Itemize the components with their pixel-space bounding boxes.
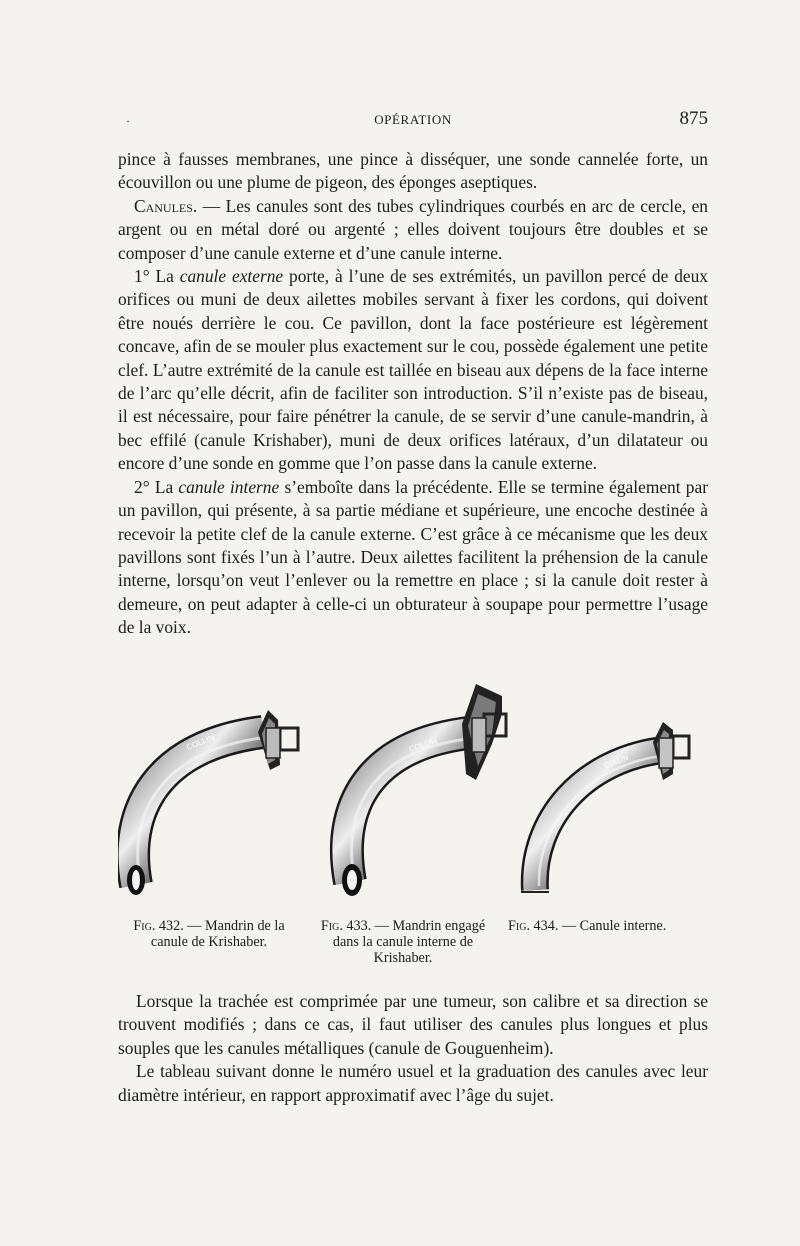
body-text xyxy=(118,148,708,640)
fig-433-cannula-illustration xyxy=(328,682,528,912)
caption-fig-434-label: Fig. 434. xyxy=(508,918,559,934)
paragraph-canules xyxy=(118,195,708,265)
paragraph-tableau: Le tableau suivant donne le numéro usuel et la graduation des canules avec leur diamètre intérieur, en rapport approximatif avec l’âge du sujet. xyxy=(118,1061,708,1105)
body-text-continued xyxy=(118,990,708,1107)
item-number-2: 2° La xyxy=(134,476,179,497)
caption-fig-432 xyxy=(124,918,294,950)
canules-heading: Canules. xyxy=(134,195,198,216)
fig-433-stamp: COLLIN xyxy=(407,736,439,754)
canules-text: — Les canules sont des tubes cylindriques courbés en arc de cercle, en argent ou en métal doré ou argenté ; elles doivent toujours être doubles et se composer d’une canule externe et d’une canule interne. xyxy=(118,195,708,263)
page-header: · OPÉRATION 875 xyxy=(118,108,708,132)
caption-fig-433 xyxy=(310,918,496,966)
fig-434-stamp: COLLIN xyxy=(603,754,630,770)
figures-row xyxy=(118,690,708,915)
caption-fig-434-text: — Canule interne. xyxy=(558,918,667,934)
canule-interne-text: s’emboîte dans la précédente. Elle se termine également par un pavillon, qui présente, à sa partie médiane et supérieure, une encoche destinée à recevoir la petite clef de la canule externe. C’est grâce à ce mécanisme que les deux pavillons sont fixés l’un à l’autre. Deux ailettes facilitent la préhension de la canule interne, lorsqu’on veut l’enlever ou la remettre en place ; si la canule doit rester à demeure, on peut adapter à celle-ci un obturateur à soupape pour permettre l’usage de la voix. xyxy=(118,476,708,638)
paragraph-1: pince à fausses membranes, une pince à disséquer, une sonde cannelée forte, un écouvillon ou une plume de pigeon, des éponges aseptiques. xyxy=(118,149,708,193)
caption-fig-433-label: Fig. 433. xyxy=(320,918,372,934)
caption-fig-433-text: — Mandrin engagé dans la canule interne de Krishaber. xyxy=(332,918,486,966)
term-canule-interne: canule interne xyxy=(178,476,280,497)
fig-432-cannula-illustration xyxy=(118,690,318,915)
paragraph-canule-interne xyxy=(118,476,708,640)
caption-fig-434 xyxy=(508,918,698,934)
paragraph-canule-externe xyxy=(118,265,708,476)
figure-captions xyxy=(118,918,708,978)
paragraph-trachee: Lorsque la trachée est comprimée par une tumeur, son calibre et sa direction se trouvent modifiés ; dans ce cas, il faut utiliser des canules plus longues et plus souples que les canules métalliques (canule de Gouguenheim). xyxy=(118,991,708,1058)
term-canule-externe: canule externe xyxy=(179,266,284,287)
fig-434-cannula-illustration xyxy=(513,710,713,910)
running-title: OPÉRATION xyxy=(374,112,452,127)
canule-externe-text: porte, à l’une de ses extrémités, un pavillon percé de deux orifices ou muni de deux ailettes mobiles servant à fixer les cordons, qui doivent être noués derrière le cou. Ce pavillon, dont la face postérieure est légèrement concave, afin de se mouler plus exactement sur le cou, possède également une petite clef. L’autre extrémité de la canule est taillée en biseau aux dépens de la face interne de l’arc qu’elle décrit, afin de faciliter son introduction. S’il n’existe pas de biseau, il est nécessaire, pour faire pénétrer la canule, de se servir d’une canule-mandrin, à bec effilé (canule Krishaber), muni de deux orifices latéraux, d’un dilatateur ou encore d’une sonde en gomme que l’on passe dans la canule externe. xyxy=(118,266,709,474)
caption-fig-432-label: Fig. 432. xyxy=(133,918,184,934)
caption-fig-432-text: — Mandrin de la canule de Krishaber. xyxy=(150,918,285,950)
page-number: 875 xyxy=(679,108,708,129)
fig-432-stamp: COLLIN xyxy=(185,732,216,752)
item-number-1: 1° La xyxy=(134,266,180,287)
